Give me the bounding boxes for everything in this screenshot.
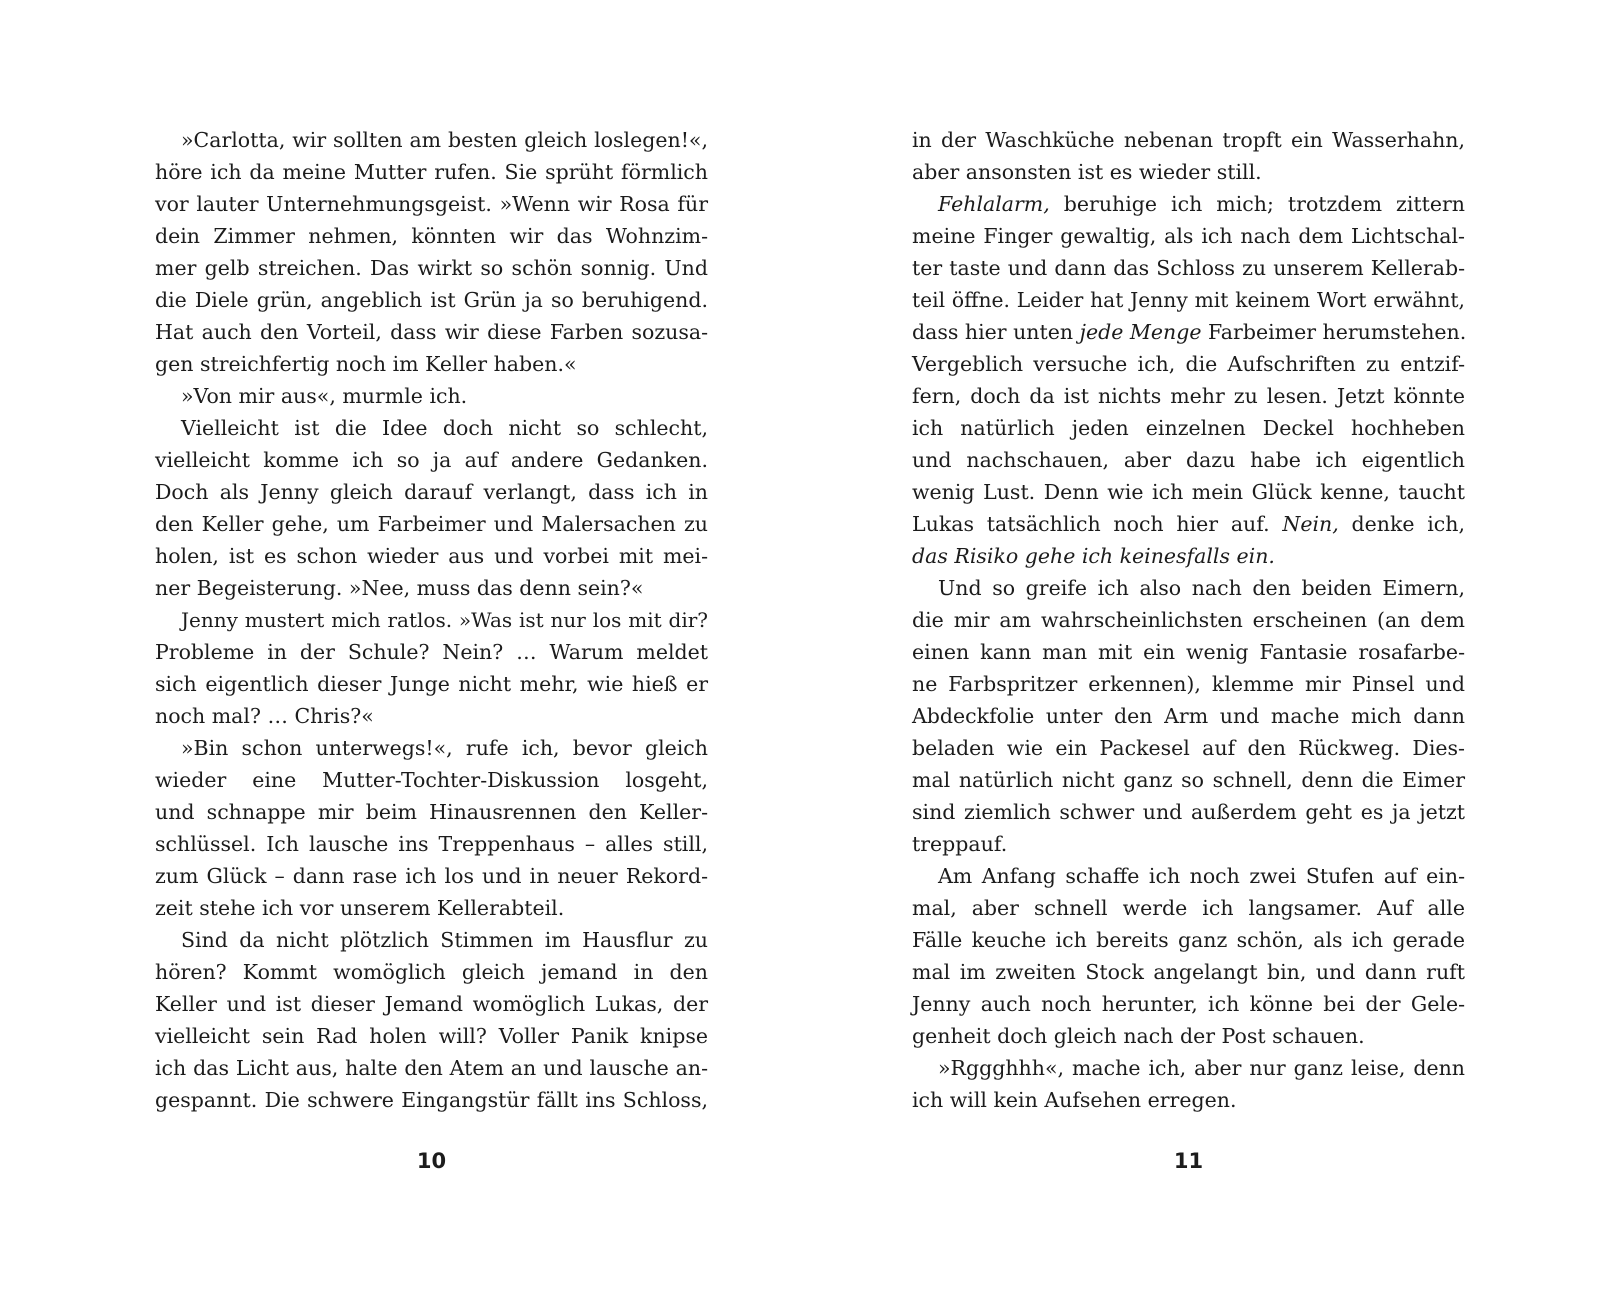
text-line [155, 1020, 708, 1052]
text-line [155, 316, 708, 348]
text-line [155, 924, 708, 956]
line-text: mer gelb streichen. Das wirkt so schön sonnig. Und [155, 256, 708, 280]
left-page-text [155, 124, 708, 1116]
line-text: mal, aber schnell werde ich langsamer. Auf alle [912, 896, 1465, 920]
text-line [912, 220, 1465, 252]
line-text: ner Begeisterung. »Nee, muss das denn sein?« [155, 576, 644, 600]
text-line [912, 444, 1465, 476]
text-line [155, 1052, 708, 1084]
line-text: dein Zimmer nehmen, könnten wir das Wohnzim- [155, 224, 708, 248]
line-text: Und so greife ich also nach den beiden Eimern, [938, 576, 1465, 600]
line-text: »Bin schon unterwegs!«, rufe ich, bevor gleich [181, 736, 708, 760]
text-line [912, 284, 1465, 316]
line-text: Probleme in der Schule? Nein? … Warum meldet [155, 640, 708, 664]
line-text: Hat auch den Vorteil, dass wir diese Farben sozusa- [155, 320, 708, 344]
text-line [912, 316, 1465, 348]
text-line [912, 412, 1465, 444]
line-text: einen kann man mit ein wenig Fantasie rosafarbe- [912, 640, 1465, 664]
line-text: schlüssel. Ich lausche ins Treppenhaus – alles still, [155, 832, 708, 856]
text-line [155, 476, 708, 508]
line-text: dass hier unten [912, 320, 1080, 344]
text-line [912, 188, 1465, 220]
line-text: Vielleicht ist die Idee doch nicht so schlecht, [181, 416, 708, 440]
line-text: ich will kein Aufsehen erregen. [912, 1088, 1237, 1112]
text-line [155, 572, 708, 604]
text-line [912, 700, 1465, 732]
text-line [155, 668, 708, 700]
line-text: teil öffne. Leider hat Jenny mit keinem Wort erwähnt, [912, 288, 1465, 312]
line-text: »Rggghhh«, mache ich, aber nur ganz leise, denn [938, 1056, 1465, 1080]
text-line [155, 956, 708, 988]
text-line [912, 540, 1465, 572]
text-line [155, 284, 708, 316]
line-text: Sind da nicht plötzlich Stimmen im Hausflur zu [181, 928, 708, 952]
text-line [155, 156, 708, 188]
line-text: »Von mir aus«, murmle ich. [181, 384, 468, 408]
text-line [912, 1084, 1465, 1116]
text-line [155, 412, 708, 444]
text-line [912, 668, 1465, 700]
text-line [155, 764, 708, 796]
text-line [155, 732, 708, 764]
line-text: die Diele grün, angeblich ist Grün ja so beruhigend. [155, 288, 708, 312]
line-text: mal im zweiten Stock angelangt bin, und dann ruft [912, 960, 1465, 984]
line-text: noch mal? … Chris?« [155, 704, 374, 728]
line-text: holen, ist es schon wieder aus und vorbei mit mei- [155, 544, 708, 568]
line-text: Jenny auch noch herunter, ich könne bei der Gele- [912, 992, 1465, 1016]
text-line [912, 604, 1465, 636]
text-line [912, 508, 1465, 540]
line-text: wieder eine Mutter-Tochter-Diskussion losgeht, [155, 768, 708, 792]
line-text: Doch als Jenny gleich darauf verlangt, dass ich in [155, 480, 708, 504]
line-text: vielleicht sein Rad holen will? Voller Panik knipse [155, 1024, 708, 1048]
line-text-tail: Farbeimer herumstehen. [1201, 320, 1467, 344]
line-text: in der Waschküche nebenan tropft ein Wasserhahn, [912, 128, 1465, 152]
line-text: die mir am wahrscheinlichsten erscheinen (an dem [912, 608, 1465, 632]
line-text: gespannt. Die schwere Eingangstür fällt ins Schloss, [155, 1088, 708, 1112]
text-line [912, 1052, 1465, 1084]
text-line [912, 956, 1465, 988]
text-line [155, 860, 708, 892]
text-line [155, 540, 708, 572]
text-line [155, 188, 708, 220]
emphasis: Fehlalarm, [938, 192, 1050, 216]
line-text: Fälle keuche ich bereits ganz schön, als ich gerade [912, 928, 1465, 952]
text-line [155, 700, 708, 732]
line-text: den Keller gehe, um Farbeimer und Malersachen zu [155, 512, 708, 536]
text-line [912, 796, 1465, 828]
line-text: ne Farbspritzer erkennen), klemme mir Pinsel und [912, 672, 1465, 696]
line-text: vielleicht komme ich so ja auf andere Gedanken. [155, 448, 708, 472]
line-text: Vergeblich versuche ich, die Aufschriften zu entzif- [912, 352, 1465, 376]
line-text: zum Glück – dann rase ich los und in neuer Rekord- [155, 864, 708, 888]
page-number-left: 10 [416, 1149, 447, 1173]
line-text: ich natürlich jeden einzelnen Deckel hochheben [912, 416, 1465, 440]
line-text: zeit stehe ich vor unserem Kellerabteil. [155, 896, 565, 920]
text-line [912, 860, 1465, 892]
text-line [912, 572, 1465, 604]
line-text: treppauf. [912, 832, 1008, 856]
text-line [912, 892, 1465, 924]
line-text: beruhige ich mich; trotzdem zittern [1049, 192, 1465, 216]
text-line [155, 892, 708, 924]
line-text: mal natürlich nicht ganz so schnell, denn die Eimer [912, 768, 1465, 792]
line-text: sich eigentlich dieser Junge nicht mehr, wie hieß er [155, 672, 708, 696]
text-line [155, 828, 708, 860]
line-text: Lukas tatsächlich noch hier auf. [912, 512, 1283, 536]
line-text: wenig Lust. Denn wie ich mein Glück kenne, taucht [912, 480, 1465, 504]
text-line [155, 1084, 708, 1116]
emphasis: das Risiko gehe ich keinesfalls ein. [912, 544, 1275, 568]
text-line [912, 252, 1465, 284]
line-text: und schnappe mir beim Hinausrennen den Keller- [155, 800, 708, 824]
text-line [155, 636, 708, 668]
text-line [155, 604, 708, 636]
text-line [912, 924, 1465, 956]
text-line [912, 476, 1465, 508]
line-text: beladen wie ein Packesel auf den Rückweg. Dies- [912, 736, 1465, 760]
text-line [155, 124, 708, 156]
line-text: Abdeckfolie unter den Arm und mache mich dann [912, 704, 1465, 728]
right-page-text [912, 124, 1465, 1116]
line-text: aber ansonsten ist es wieder still. [912, 160, 1262, 184]
text-line [155, 380, 708, 412]
text-line [912, 828, 1465, 860]
line-text: meine Finger gewaltig, als ich nach dem Lichtschal- [912, 224, 1465, 248]
line-text: sind ziemlich schwer und außerdem geht es ja jetzt [912, 800, 1465, 824]
text-line [912, 764, 1465, 796]
text-line [155, 988, 708, 1020]
line-text: ter taste und dann das Schloss zu unserem Kellerab- [912, 256, 1465, 280]
text-line [912, 732, 1465, 764]
line-text: Am Anfang schaffe ich noch zwei Stufen auf ein- [938, 864, 1465, 888]
line-text: gen streichfertig noch im Keller haben.« [155, 352, 577, 376]
text-line [912, 1020, 1465, 1052]
line-text: fern, doch da ist nichts mehr zu lesen. Jetzt könnte [912, 384, 1465, 408]
line-text: hören? Kommt womöglich gleich jemand in den [155, 960, 708, 984]
line-text: »Carlotta, wir sollten am besten gleich loslegen!«, [181, 128, 708, 152]
text-line [912, 124, 1465, 156]
text-line [912, 380, 1465, 412]
line-text: Keller und ist dieser Jemand womöglich Lukas, der [155, 992, 708, 1016]
text-line [155, 252, 708, 284]
line-text: und nachschauen, aber dazu habe ich eigentlich [912, 448, 1465, 472]
text-line [912, 636, 1465, 668]
text-line [155, 508, 708, 540]
text-line [912, 156, 1465, 188]
emphasis: jede Menge [1079, 320, 1202, 344]
line-text: genheit doch gleich nach der Post schauen. [912, 1024, 1365, 1048]
line-text-tail: denke ich, [1338, 512, 1465, 536]
line-text: vor lauter Unternehmungsgeist. »Wenn wir Rosa für [155, 192, 708, 216]
text-line [912, 988, 1465, 1020]
page-number-right: 11 [1173, 1149, 1204, 1173]
text-line [155, 348, 708, 380]
text-line [912, 348, 1465, 380]
line-text: höre ich da meine Mutter rufen. Sie sprüht förmlich [155, 160, 708, 184]
line-text: Jenny mustert mich ratlos. »Was ist nur los mit dir? [181, 608, 708, 632]
emphasis: Nein, [1282, 512, 1339, 536]
line-text: ich das Licht aus, halte den Atem an und lausche an- [155, 1056, 708, 1080]
text-line [155, 220, 708, 252]
text-line [155, 444, 708, 476]
text-line [155, 796, 708, 828]
